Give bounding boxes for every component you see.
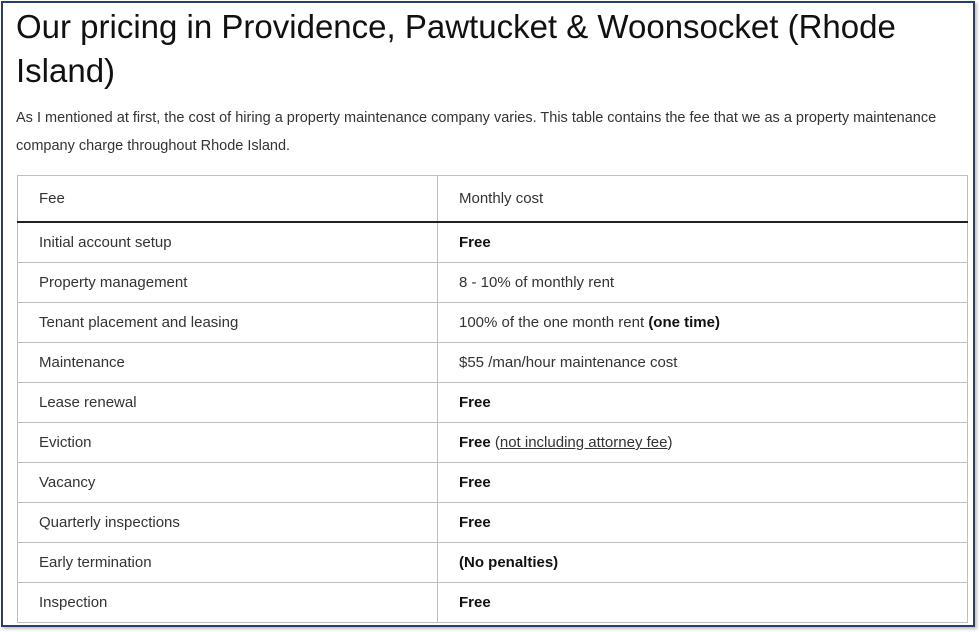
fee-cell: Inspection [18,583,438,623]
table-row [18,222,968,263]
header-monthly-cost: Monthly cost [438,176,968,223]
cost-cell [438,303,968,343]
cost-cell: Free [438,383,968,423]
table-row [18,463,968,503]
cost-cell: Free [438,583,968,623]
fee-cell: Early termination [18,543,438,583]
table-header-row [18,176,968,223]
table-row [18,383,968,423]
table-row [18,303,968,343]
fee-cell: Property management [18,263,438,303]
page-title: Our pricing in Providence, Pawtucket & Woonsocket (Rhode Island) [16,8,896,89]
fee-cell: Tenant placement and leasing [18,303,438,343]
content-frame [1,1,975,627]
fee-cell: Maintenance [18,343,438,383]
fee-cell: Eviction [18,423,438,463]
table-row [18,423,968,463]
cost-cell: (No penalties) [438,543,968,583]
table-row [18,583,968,623]
cost-note: (one time) [648,314,720,331]
fee-cell: Lease renewal [18,383,438,423]
cost-cell: Free (not including attorney fee) [438,423,968,463]
fee-cell: Quarterly inspections [18,503,438,543]
cost-text: Free [459,434,491,451]
cost-text: 100% of the one month rent [459,314,645,331]
pricing-table [17,175,968,623]
fee-cell: Initial account setup [18,222,438,263]
cost-cell: $55 /man/hour maintenance cost [438,343,968,383]
table-row [18,263,968,303]
attorney-fee-link[interactable]: not including attorney fee [499,434,668,451]
intro-paragraph: As I mentioned at first, the cost of hiring a property maintenance company varies. This table contains the fee that we as a property maintenance company charge throughout Rhode Island. [16,110,937,154]
header-fee: Fee [18,176,438,223]
table-row [18,343,968,383]
fee-cell: Vacancy [18,463,438,503]
cost-cell: Free [438,503,968,543]
cost-cell: 8 - 10% of monthly rent [438,263,968,303]
cost-cell: Free [438,222,968,263]
table-row [18,543,968,583]
cost-cell: Free [438,463,968,503]
table-row [18,503,968,543]
